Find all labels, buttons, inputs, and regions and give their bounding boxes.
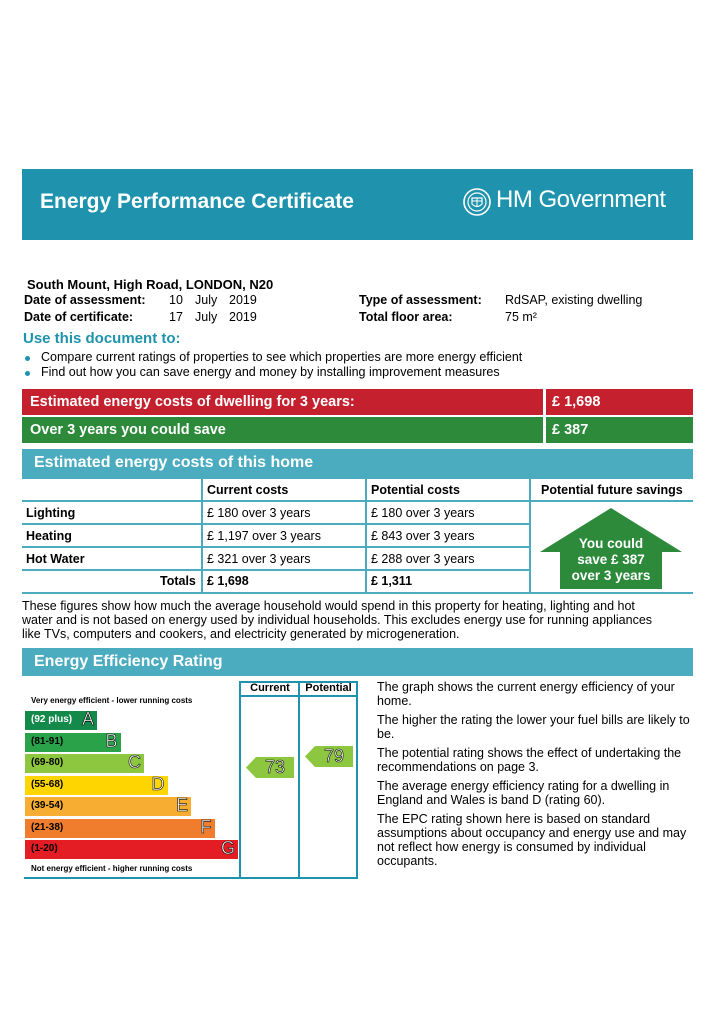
savings-line: You could [578, 536, 644, 551]
savings-line: save £ 387 [577, 552, 645, 567]
bullet-icon [25, 356, 30, 361]
band-letter: G [220, 838, 235, 858]
assessment-day: 10 [169, 293, 183, 307]
table-rule [365, 477, 367, 594]
lighting-current: £ 180 over 3 years [207, 506, 311, 520]
property-address: South Mount, High Road, LONDON, N20 [27, 277, 274, 292]
chart-divider [239, 681, 241, 879]
type-of-assessment-label: Type of assessment: [359, 293, 482, 307]
efficiency-note: The average energy efficiency rating for a dwelling in England and Wales is band D (rating 60). [377, 779, 670, 807]
top-note: Very energy efficient - lower running costs [31, 696, 193, 705]
crest-icon [462, 187, 492, 217]
assessment-year: 2019 [229, 293, 257, 307]
table-rule [22, 592, 693, 594]
rating-band-b [25, 730, 121, 752]
band-letter: B [105, 730, 118, 751]
energy-costs-label: Estimated energy costs of dwelling for 3 years: [30, 394, 355, 410]
band-range: (69-80) [31, 757, 64, 768]
certificate-day: 17 [169, 310, 183, 324]
description-line: like TVs, computers and cookers, and electricity generated by microgeneration. [22, 627, 460, 641]
energy-costs-value-box [546, 389, 693, 415]
efficiency-note: The EPC rating shown here is based on standard assumptions about occupancy and energy use and may not reflect how energy is consumed by individual occupants. [377, 812, 687, 868]
date-of-certificate-label: Date of certificate: [24, 310, 134, 324]
description-line: These figures show how much the average household would spend in this property for heating, lighting and hot [22, 599, 635, 613]
band-letter: F [200, 816, 212, 837]
use-bullet: Find out how you can save energy and money by installing improvement measures [41, 365, 500, 379]
band-range: (1-20) [31, 843, 58, 854]
efficiency-note: The potential rating shows the effect of undertaking the recommendations on page 3. [377, 746, 682, 774]
save-value-box [546, 417, 693, 443]
total-floor-area-value: 75 m² [505, 310, 537, 324]
band-range: (92 plus) [31, 714, 73, 725]
description-line: water and is not based on energy used by individual households. This excludes energy use for running appliances [22, 613, 653, 627]
efficiency-section-title: Energy Efficiency Rating [34, 653, 223, 670]
rating-band-f [25, 816, 215, 838]
band-letter: D [151, 773, 165, 794]
date-of-assessment-label: Date of assessment: [24, 293, 146, 307]
efficiency-notes [377, 680, 695, 868]
energy-costs-bar [22, 389, 543, 415]
efficiency-section-header [22, 648, 693, 676]
band-letter: E [175, 795, 188, 815]
savings-line: over 3 years [571, 568, 651, 583]
band-range: (81-91) [31, 735, 64, 747]
rating-band-g [25, 840, 238, 859]
costs-section-header [22, 449, 693, 477]
hot-water-current: £ 321 over 3 years [207, 552, 311, 566]
page-title: Energy Performance Certificate [40, 190, 354, 213]
band-range: (21-38) [31, 821, 64, 833]
certificate-month: July [195, 310, 218, 324]
rating-band-a [25, 711, 97, 730]
totals-label: Totals [160, 574, 196, 588]
efficiency-note: The higher the rating the lower your fuel bills are likely to be. [377, 713, 690, 741]
save-label: Over 3 years you could save [30, 422, 226, 438]
potential-rating: 79 [323, 746, 345, 766]
assessment-month: July [195, 293, 218, 307]
col-current-label: Current [250, 682, 290, 694]
rating-band-c [25, 754, 144, 773]
lighting-potential: £ 180 over 3 years [371, 506, 475, 520]
energy-costs-value: £ 1,698 [552, 394, 601, 410]
row-label-hot-water: Hot Water [26, 552, 85, 566]
save-value: £ 387 [552, 422, 589, 438]
col-potential-label: Potential [305, 682, 352, 694]
use-document-title: Use this document to: [23, 330, 181, 347]
save-bar [22, 417, 543, 443]
totals-potential: £ 1,311 [371, 574, 413, 588]
chart-divider [239, 695, 358, 697]
rating-band-d [25, 773, 168, 795]
certificate-year: 2019 [229, 310, 257, 324]
row-label-lighting: Lighting [26, 506, 76, 520]
current-rating: 73 [264, 757, 286, 777]
bullet-icon [25, 371, 30, 376]
costs-description [22, 599, 702, 641]
table-rule [201, 477, 203, 594]
type-of-assessment-value: RdSAP, existing dwelling [505, 293, 643, 307]
header-future-savings: Potential future savings [541, 483, 683, 497]
costs-section-title: Estimated energy costs of this home [34, 454, 314, 471]
heating-potential: £ 843 over 3 years [371, 529, 475, 543]
chart-divider [298, 681, 300, 879]
table-rule [529, 477, 531, 594]
band-letter: A [81, 709, 94, 729]
heating-current: £ 1,197 over 3 years [207, 529, 321, 543]
total-floor-area-label: Total floor area: [359, 310, 453, 324]
efficiency-note: The graph shows the current energy efficiency of your home. [377, 680, 675, 708]
band-range: (39-54) [31, 800, 64, 811]
totals-current: £ 1,698 [207, 574, 249, 588]
rating-band-e [25, 797, 191, 816]
hot-water-potential: £ 288 over 3 years [371, 552, 475, 566]
band-range: (55-68) [31, 778, 64, 790]
row-label-heating: Heating [26, 529, 72, 543]
header-current-costs: Current costs [207, 483, 289, 497]
bottom-note: Not energy efficient - higher running costs [31, 864, 193, 873]
header-potential-costs: Potential costs [371, 483, 460, 497]
hm-government-logo: HM Government [496, 186, 666, 213]
use-bullet: Compare current ratings of properties to see which properties are more energy efficient [41, 350, 523, 364]
band-letter: C [128, 752, 141, 772]
savings-text [560, 536, 662, 584]
